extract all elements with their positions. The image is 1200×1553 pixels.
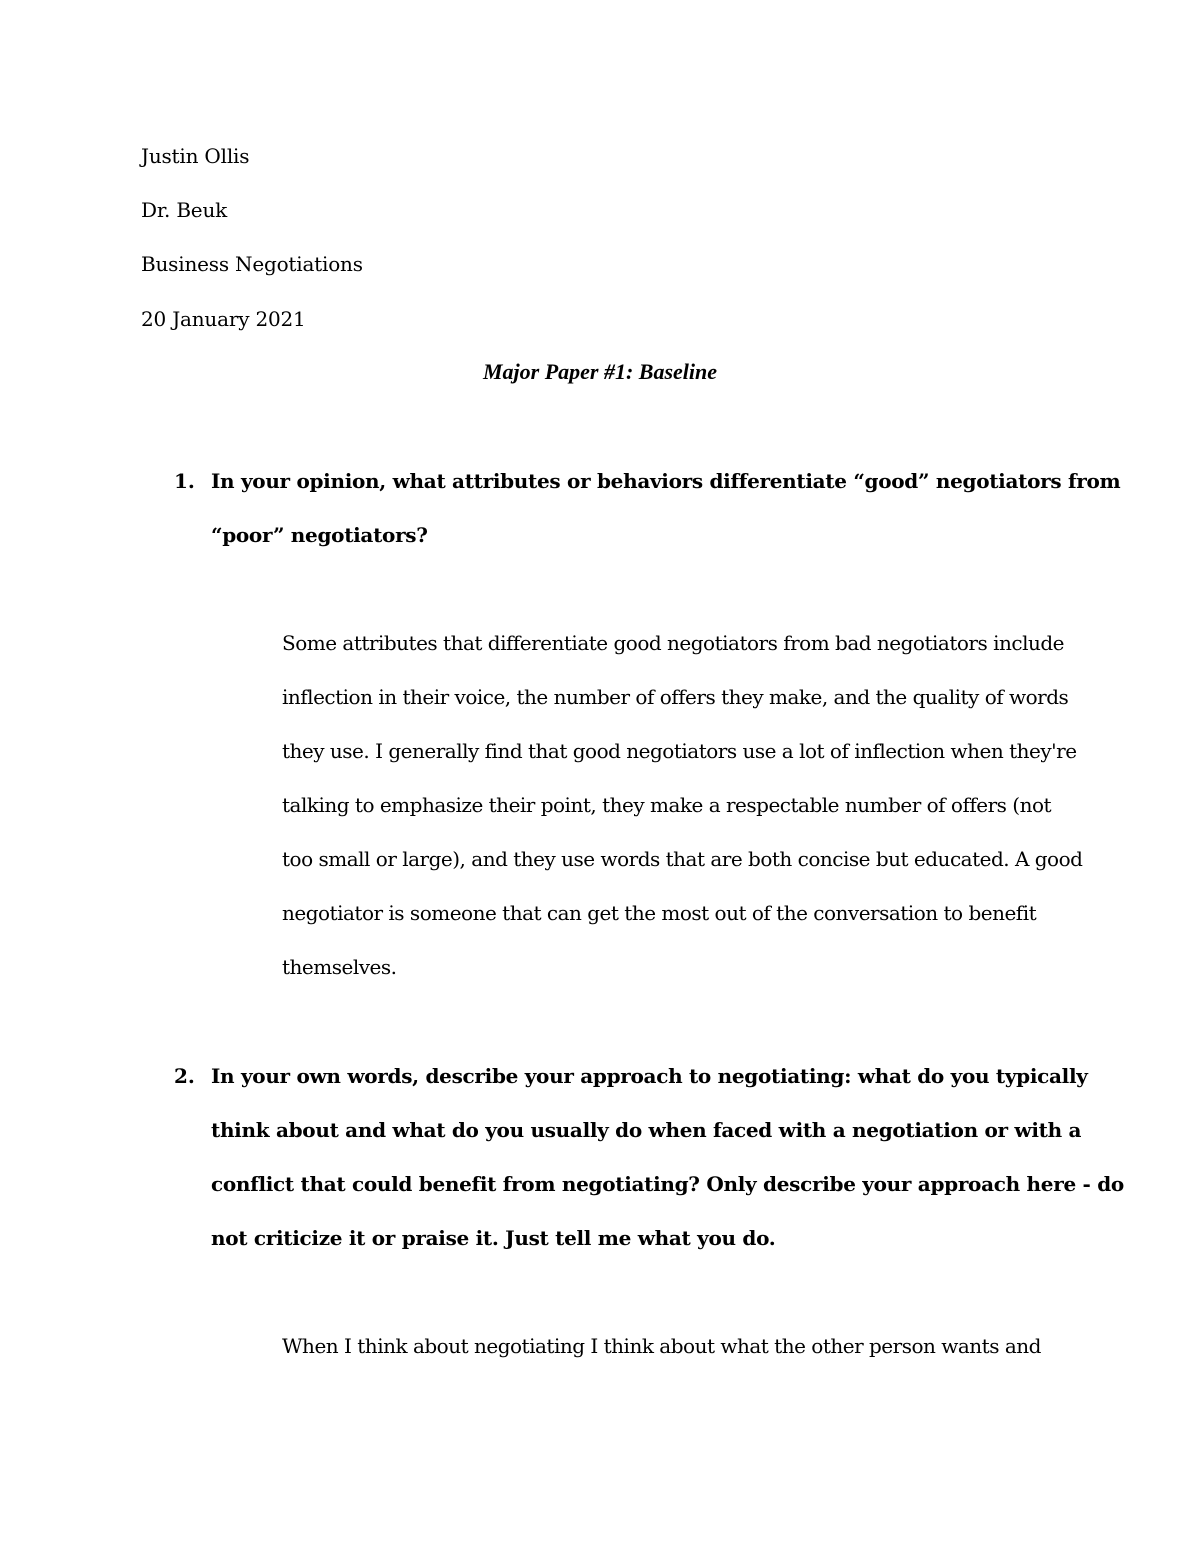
answer-line: themselves.: [282, 955, 397, 979]
answer-line: too small or large), and they use words that are both concise but educated. A good: [282, 847, 1083, 871]
question-number: 1.: [174, 469, 195, 493]
author-name: Justin Ollis: [141, 144, 250, 168]
instructor-name: Dr. Beuk: [141, 198, 228, 222]
question-line: In your own words, describe your approach to negotiating: what do you typically: [211, 1064, 1088, 1088]
question-line: not criticize it or praise it. Just tell me what you do.: [211, 1226, 776, 1250]
answer-line: they use. I generally find that good negotiators use a lot of inflection when they're: [282, 739, 1077, 763]
question-number: 2.: [174, 1064, 195, 1088]
question-line: conflict that could benefit from negotiating? Only describe your approach here - do: [211, 1172, 1124, 1196]
answer-line: When I think about negotiating I think about what the other person wants and: [282, 1334, 1041, 1358]
course-name: Business Negotiations: [141, 252, 363, 276]
answer-line: inflection in their voice, the number of offers they make, and the quality of words: [282, 685, 1069, 709]
question-line: “poor” negotiators?: [211, 523, 428, 547]
question-line: think about and what do you usually do when faced with a negotiation or with a: [211, 1118, 1082, 1142]
document-date: 20 January 2021: [141, 307, 306, 331]
answer-line: Some attributes that differentiate good negotiators from bad negotiators include: [282, 631, 1064, 655]
answer-line: negotiator is someone that can get the most out of the conversation to benefit: [282, 901, 1037, 925]
question-line: In your opinion, what attributes or behaviors differentiate “good” negotiators from: [211, 469, 1121, 493]
answer-line: talking to emphasize their point, they make a respectable number of offers (not: [282, 793, 1052, 817]
page-title: Major Paper #1: Baseline: [482, 359, 718, 384]
